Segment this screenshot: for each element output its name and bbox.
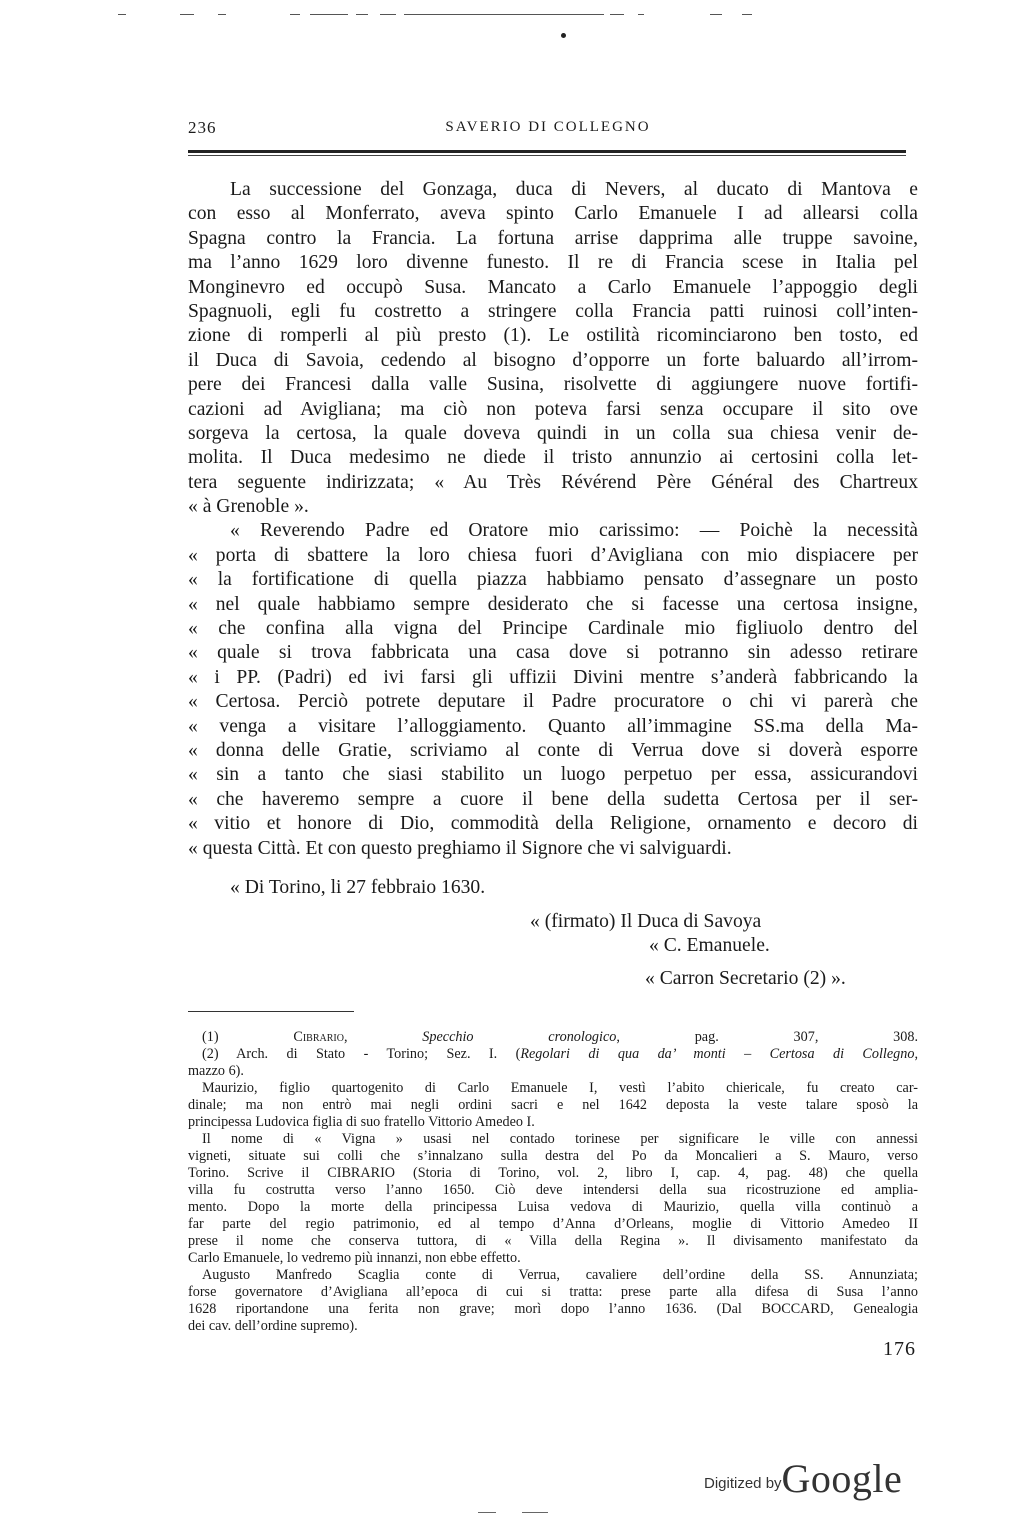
note-line: mento. Dopo la morte della principessa Luisa vedova di Maurizio, quella villa continuò a: [188, 1199, 918, 1215]
body-line: cazioni ad Avigliana; ma ciò non poteva farsi senza occupare il sito ove: [188, 398, 918, 420]
body-line: Spagna contro la Francia. La fortuna arrise dapprima alle truppe savoine,: [188, 227, 918, 249]
body-line: Spagnuoli, egli fu costretto a stringere colla Francia patti ruinosi coll’inten-: [188, 300, 918, 322]
note-line: vigneti, situate sui colli che s’innalzano sulla destra del Po da Moncalieri a S. Mauro, verso: [188, 1148, 918, 1164]
signature-line-1: « (firmato) Il Duca di Savoya: [530, 911, 762, 932]
footnote-1: (1) Cibrario, Specchio cronologico, pag. 307, 308.: [202, 1029, 919, 1045]
letter-quote: [188, 519, 918, 860]
note-line: 1628 riportandone una ferita non grave; morì dopo l’anno 1636. (Dal BOCCARD, Genealogia: [188, 1301, 918, 1317]
body-line: molita. Il Duca medesimo ne diede il tristo annunzio ai certosini colla let-: [188, 447, 918, 469]
note-line: Maurizio, figlio quartogenito di Carlo Emanuele I, vestì l’abito chiericale, fu creato car-: [202, 1080, 918, 1096]
main-text: [188, 178, 918, 861]
note-line: prese il nome che conserva tuttora, di « Villa della Regina ». Il divisamento manifestato da: [188, 1233, 918, 1249]
running-title: SAVERIO DI COLLEGNO: [445, 119, 651, 135]
note-line: villa fu costrutta verso l’anno 1650. Ciò deve intendersi della sua ricostruzione ed amplia-: [188, 1182, 918, 1198]
note-line: forse governatore d’Avigliana all’epoca di cui si tratta: prese parte alla difesa di Susa l’anno: [188, 1284, 918, 1300]
google-logo: Google: [781, 1456, 903, 1501]
quote-line: « nel quale habbiamo sempre desiderato che si facesse una certosa insigne,: [188, 593, 918, 615]
signature-line-3: « Carron Secretario (2) ».: [645, 968, 846, 989]
scan-artifact-bottom: [478, 1512, 558, 1514]
header-rule: [188, 150, 906, 153]
footnote-rule: [188, 1011, 354, 1012]
footnote-refs: [188, 1029, 918, 1080]
quote-line: « vitio et honore di Dio, commodità della Religione, ornamento e decoro di: [188, 813, 918, 835]
quote-line: « sin a tanto che siasi stabilito un luogo perpetuo per essa, assicurandovi: [188, 764, 918, 786]
body-line: sorgeva la certosa, la quale doveva quindi in un colla sua chiesa venir de-: [188, 422, 918, 444]
body-line: con esso al Monferrato, aveva spinto Carlo Emanuele I ad allearsi colla: [188, 203, 918, 225]
quote-line: « quale si trova fabbricata una casa dove si potranno sin adesso retirare: [188, 642, 918, 664]
note-line: principessa Ludovica figlia di suo fratello Vittorio Amedeo I.: [188, 1114, 535, 1130]
footnote-notes: [188, 1080, 918, 1335]
digitized-watermark: [704, 1455, 902, 1502]
body-line: zione di romperli al più presto (1). Le ostilità ricominciarono ben tosto, ed: [188, 325, 918, 347]
quote-line: « questa Città. Et con questo preghiamo il Signore che vi salviguardi.: [188, 837, 732, 859]
scan-dot: [561, 33, 566, 38]
body-line: tera seguente indirizzata; « Au Très Révérend Père Général des Chartreux: [188, 471, 918, 493]
digitized-prefix: Digitized by: [704, 1475, 782, 1492]
body-line: ma l’anno 1629 loro divenne funesto. Il re di Francia scese in Italia pel: [188, 252, 918, 274]
body-paragraph: [188, 178, 918, 519]
footnote-3: mazzo 6).: [188, 1063, 244, 1079]
note-line: dinale; ma non entrò mai negli ordini sacri e nel 1642 deposta la veste talare sposò la: [188, 1097, 918, 1113]
quote-line: « porta di sbattere la loro chiesa fuori d’Avigliana con mio dispiacere per: [188, 544, 918, 566]
header-rule-thin: [188, 155, 906, 156]
scan-artifact-top: [118, 14, 758, 20]
body-line: La successione del Gonzaga, duca di Nevers, al ducato di Mantova e: [230, 179, 918, 200]
note-line: Torino. Scrive il CIBRARIO (Storia di Torino, vol. 2, libro I, cap. 4, pag. 48) che quella: [188, 1165, 918, 1181]
note-line: dei cav. dell’ordine supremo).: [188, 1318, 358, 1334]
body-line: Monginevro ed occupò Susa. Mancato a Carlo Emanuele l’appoggio degli: [188, 276, 918, 298]
quote-line: « Reverendo Padre ed Oratore mio carissimo: — Poichè la necessità: [230, 520, 918, 542]
quote-line: « Certosa. Perciò potrete deputare il Padre procuratore o chi vi parerà che: [188, 691, 918, 713]
quote-line: « donna delle Gratie, scriviamo al conte di Verrua dove si doverà esporre: [188, 739, 918, 761]
quote-line: « che confina alla vigna del Principe Cardinale mio figliuolo dentro del: [188, 618, 918, 640]
quote-line: « venga a visitare l’alloggiamento. Quanto all’immagine SS.ma della Ma-: [188, 715, 918, 737]
body-line: « à Grenoble ».: [188, 496, 309, 518]
note-line: Il nome di « Vigna » usasi nel contado torinese per significare le ville con annessi: [202, 1131, 918, 1147]
page-number: 236: [188, 118, 217, 137]
note-line: far parte del regio patrimonio, ed al tempo d’Anna d’Orleans, moglie di Vittorio Amedeo II: [188, 1216, 918, 1232]
footnotes: [188, 1029, 918, 1335]
quote-line: « che haveremo sempre a cuore il bene della sudetta Certosa per il ser-: [188, 788, 918, 810]
footnote-2: (2) Arch. di Stato - Torino; Sez. I. (Regolari di qua da’ monti – Certosa di Collegno,: [202, 1046, 918, 1062]
body-line: pere dei Francesi dalla valle Susina, risolvette di aggiungere nuove fortifi-: [188, 374, 918, 396]
quote-line: « i PP. (Padri) ed ivi farsi gli uffizii Divini mentre s’anderà fabbricando la: [188, 666, 918, 688]
body-line: il Duca di Savoia, cedendo al bisogno d’opporre un forte baluardo all’irrom-: [188, 349, 918, 371]
note-line: Augusto Manfredo Scaglia conte di Verrua, cavaliere dell’ordine della SS. Annunziata;: [202, 1267, 918, 1283]
note-line: Carlo Emanuele, lo vedremo più innanzi, non ebbe effetto.: [188, 1250, 521, 1266]
signature-line-2: « C. Emanuele.: [649, 935, 770, 956]
dateline: « Di Torino, li 27 febbraio 1630.: [230, 877, 486, 898]
sheet-number: 176: [883, 1338, 916, 1360]
quote-line: « la fortificatione di quella piazza habbiamo pensato d’assegnare un posto: [188, 569, 918, 591]
page-header: [188, 118, 908, 140]
